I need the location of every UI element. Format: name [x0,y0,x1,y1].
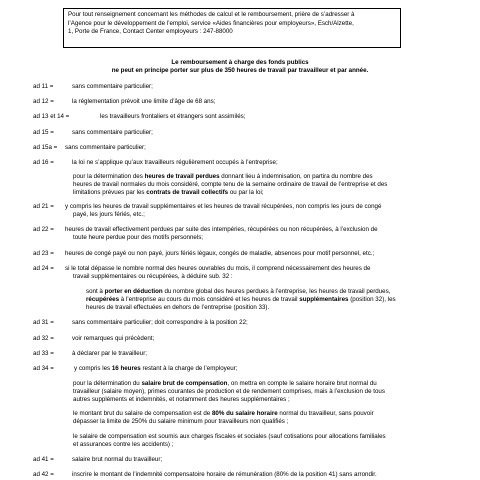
item-text-ad11: sans commentaire particulier; [72,83,153,90]
item-text-ad42: inscrire le montant de l’indemnité compensatoire horaire de rémunération (80% de la position 41) sans arrondir. [72,471,377,478]
ad34-paragraph-3-line-1: le salaire de compensation est soumis aux charges fiscales et sociales (sauf cotisations pour allocations familiales [73,433,386,440]
item-text-ad22-line-2: toute heure perdue pour des motifs personnels; [73,234,204,241]
ad34-paragraph-1-line-2: travailleur (salaire moyen), primes courantes de production et de rendement comprises, mais à l’exclusion de tous [73,388,385,395]
ad16-paragraph-line-2: heures de travail normales du mois considéré, compte tenu de la semaine ordinaire de travail de l’entreprise et des [73,181,388,188]
info-line-1: Pour tout renseignement concernant les méthodes de calcul et le remboursement, prière de s’adresser à [68,11,355,18]
item-label-ad13: ad 13 et 14 = [33,113,70,120]
item-label-ad22: ad 22 = [33,226,54,233]
ad16-paragraph-line-1: pour la détermination des heures de travail perdues donnant lieu à indemnisation, on partira du nombre des [73,173,373,180]
item-text-ad33: à déclarer par le travailleur; [72,350,147,357]
item-label-ad15a: ad 15a = [33,144,58,151]
ad34-paragraph-1-line-3: autres suppléments et indemnités, et notamment des heures supplémentaires ; [73,396,290,403]
item-label-ad11: ad 11 = [33,83,54,90]
item-label-ad32: ad 32 = [33,335,54,342]
ad24-paragraph-line-3: heures de travail effectuées en dehors de l’entreprise (position 33). [86,304,270,311]
item-text-ad22-line-1: heures de travail effectivement perdues par suite des intempéries, récupérées ou non récupérées, à l’exclusion de [65,226,378,233]
item-text-ad16: la loi ne s’applique qu’aux travailleurs régulièrement occupés à l’entreprise; [72,159,278,166]
item-text-ad21-line-2: payé, les jours fériés, etc.; [73,211,145,218]
item-label-ad15: ad 15 = [33,129,54,136]
item-label-ad23: ad 23 = [33,250,54,257]
item-label-ad16: ad 16 = [33,159,54,166]
item-text-ad41: salaire brut normal du travailleur; [72,456,163,463]
item-text-ad21-line-1: y compris les heures de travail supplémentaires et les heures de travail récupérées, non compris les jours de congé [65,203,382,210]
item-label-ad24: ad 24 = [33,265,54,272]
item-text-ad34: y compris les 16 heures restant à la charge de l’employeur; [74,365,238,372]
info-line-2: l’Agence pour le développement de l’emploi, service «Aides financières pour employeurs», Esch/Alzette, [68,19,354,27]
item-label-ad33: ad 33 = [33,350,54,357]
item-label-ad12: ad 12 = [33,98,54,105]
item-text-ad32: voir remarques qui précèdent; [72,335,155,342]
contact-info-box [63,8,401,48]
item-label-ad34: ad 34 = [33,365,54,372]
item-label-ad42: ad 42 = [33,471,54,478]
ad34-paragraph-1-line-1: pour la détermination du salaire brut de compensation, on mettra en compte le salaire horaire brut normal du [73,380,377,387]
info-line-3: 1, Porte de France, Contact Center employeurs : 247-88000 [68,28,233,36]
item-label-ad21: ad 21 = [33,203,54,210]
item-text-ad15: sans commentaire particulier; [72,129,153,136]
item-text-ad31: sans commentaire particulier; doit correspondre à la position 22; [72,319,248,326]
ad16-paragraph-line-3: limitations prévues par les contrats de travail collectifs ou par la loi; [73,189,264,196]
heading-line-2: ne peut en principe porter sur plus de 350 heures de travail par travailleur et par année. [111,67,369,74]
item-text-ad15a: sans commentaire particulier; [65,144,146,151]
heading-line-1: Le remboursement à charge des fonds publics [171,59,309,66]
item-label-ad41: ad 41 = [33,456,54,463]
ad34-paragraph-2-line-2: dépasser la limite de 250% du salaire minimum pour travailleurs non qualifiés ; [73,418,289,425]
ad34-paragraph-3-line-2: et assurances contre les accidents) ; [73,441,174,448]
item-text-ad13: les travailleurs frontaliers et étrangers sont assimilés; [100,113,246,120]
item-label-ad31: ad 31 = [33,319,54,326]
ad34-paragraph-2-line-1: le montant brut du salaire de compensation est de 80% du salaire horaire normal du travailleur, sans pouvoir [73,410,374,417]
item-text-ad24-line-2: travail supplémentaires ou récupérées, à déduire sub. 32 : [73,273,233,280]
ad24-paragraph-line-1: sont à porter en déduction du nombre global des heures perdues à l’entreprise, les heures de travail perdues, [86,288,391,295]
item-text-ad12: la réglementation prévoit une limite d’âge de 68 ans; [72,98,216,105]
item-text-ad24-line-1: si le total dépasse le nombre normal des heures ouvrables du mois, il comprend nécessairement des heures de [65,265,371,272]
item-text-ad23: heures de congé payé ou non payé, jours fériés légaux, congés de maladie, absences pour motif personnel, etc.; [65,250,375,257]
ad24-paragraph-line-2: récupérées à l’entreprise au cours du mois considéré et les heures de travail supplémentaires (position 32), les [86,296,396,303]
